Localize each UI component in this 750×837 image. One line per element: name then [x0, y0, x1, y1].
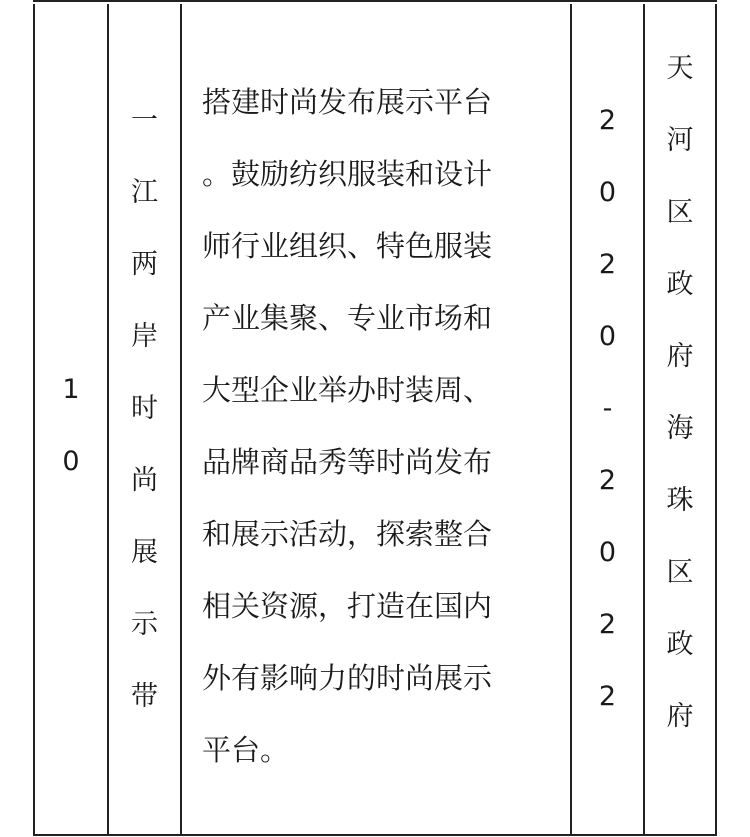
dept-char: 海: [666, 413, 694, 444]
dept-char: 府: [666, 341, 694, 372]
content-line: 大型企业举办时装周、: [202, 373, 493, 407]
content-line: 和展示活动，探索整合: [202, 517, 493, 551]
period-char: 0: [598, 321, 617, 352]
period-char: 2: [598, 609, 617, 640]
name-char: 带: [131, 681, 158, 712]
name-char: 一: [131, 105, 158, 136]
period-char: 2: [598, 105, 617, 136]
dept-char: 区: [666, 197, 694, 228]
period-char: 0: [598, 177, 617, 208]
content-line: 产业集聚、专业市场和: [202, 301, 493, 335]
period-char: -: [602, 393, 613, 424]
name-char: 江: [131, 177, 158, 208]
number-char: 1: [62, 374, 80, 405]
dept-char: 珠: [666, 485, 694, 516]
cell-number: [35, 4, 109, 834]
dept-char: 政: [666, 269, 694, 300]
name-char: 展: [131, 537, 158, 568]
dept-char: 区: [666, 557, 694, 588]
row-number: [35, 354, 107, 498]
dept-char: 河: [666, 125, 694, 156]
name-char: 岸: [131, 321, 158, 352]
project-period: [572, 103, 643, 751]
name-char: 示: [131, 609, 158, 640]
content-line: 搭建时尚发布展示平台: [202, 85, 493, 119]
period-char: 2: [598, 249, 617, 280]
cell-period: [572, 4, 645, 834]
name-char: 尚: [131, 465, 158, 496]
content-line: 相关资源，打造在国内: [202, 589, 493, 623]
content-line: 师行业组织、特色服装: [202, 229, 493, 263]
cell-responsible-dept: [645, 4, 715, 834]
dept-char: 政: [666, 629, 694, 660]
content-line: 品牌商品秀等时尚发布: [202, 445, 493, 479]
responsible-dept: [645, 51, 715, 771]
number-char: 0: [62, 446, 80, 477]
cell-content: [182, 4, 572, 834]
period-char: 0: [598, 537, 617, 568]
dept-char: 府: [666, 701, 694, 732]
cell-project-name: [109, 4, 182, 834]
project-content: [202, 66, 492, 786]
period-char: 2: [598, 465, 617, 496]
name-char: 两: [131, 249, 158, 280]
content-line: 。鼓励纺织服装和设计: [202, 157, 493, 191]
project-table: [33, 4, 717, 836]
name-char: 时: [131, 393, 158, 424]
dept-char: 天: [666, 53, 694, 84]
project-name: [109, 103, 180, 751]
content-line: 外有影响力的时尚展示: [202, 661, 493, 695]
period-char: 2: [598, 681, 617, 712]
content-line: 平台。: [202, 733, 290, 767]
